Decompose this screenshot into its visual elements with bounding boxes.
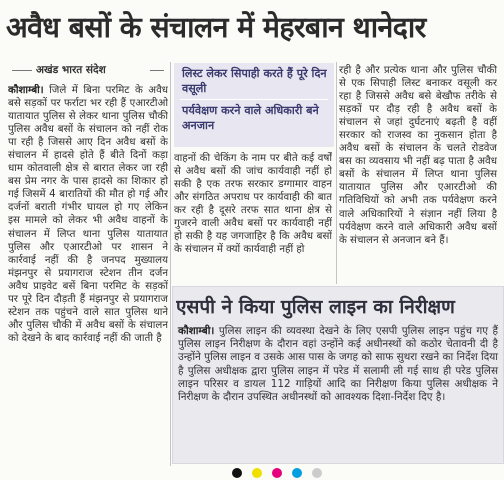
registration-strip xyxy=(0,465,504,480)
registration-mark-grey xyxy=(312,468,322,478)
byline-rule-left xyxy=(12,70,32,71)
article-column-2: वाहनों की चेकिंग के नाम पर बीते कई वर्षों से अवैध बसों की जांच कार्यवाही नहीं हो सकी है एक तरफ सरकार डग्गामार वाहन और संगठित अपराध पर कार्यवाही की बात कर रही है दूसरे तरफ सात थाना क्षेत्र से गुजरने वाली अवैध बसों पर कार्यवाही नहीं हो सकी है यह जगजाहिर है कि अवैध बसों के संचालन में क्यों कार्यवाही नहीं हो xyxy=(174,153,332,256)
registration-mark-yellow xyxy=(252,468,262,478)
highlight-box xyxy=(174,63,334,147)
byline-rule-right xyxy=(150,70,164,71)
byline: अखंड भारत संदेश xyxy=(36,64,106,76)
registration-mark-cyan xyxy=(292,468,302,478)
headline: अवैध बसों के संचालन में मेहरबान थानेदार xyxy=(6,10,426,44)
highlight-2: पर्यवेक्षण करने वाले अधिकारी बने अनजान xyxy=(182,104,319,132)
sp-dateline: कौशाम्बी। xyxy=(178,325,215,337)
sp-text: पुलिस लाइन की व्यवस्था देखने के लिए एसपी पुलिस लाइन पहुंच गए हैं पुलिस लाइन निरीक्षण के दौरान वहां उन्होंने कई अधीनस्थों को कठोर चेतावनी दी है उन्होंने पुलिस लाइन व उसके आस पास के जगह को साफ सुथरा रखने का निर्देश दिया है पुलिस अधीक्षक द्वारा पुलिस लाइन में परेड में सलामी ली गई साथ ही परेड पुलिस लाइन परिसर व डायल 112 गाड़ियों आदि का निरीक्षण किया पुलिस अधीक्षक ने निरीक्षण के दौरान उपस्थित अधीनस्थों को आवश्यक दिशा-निर्देश दिए है। xyxy=(178,325,498,404)
column1-text: जिले में बिना परमिट के अवैध बसे सड़कों पर फर्राटा भर रही हैं एआरटीओ यातायात पुलिस से लेकर थाना पुलिस चौकी पुलिस अवैध बसों के संचालन को नहीं रोक पा रही है जिससे आए दिन अवैध बसों के संचालन में हादसे होते हैं बीते दिनों कड़ा धाम कोतवाली क्षेत्र से बारात लेकर जा रही बस प्रेम नगर के पास हादसे का शिकार हो गई जिसमें 4 बारातियों की मौत हो गई और दर्जनों बराती गंभीर घायल हो गए लेकिन इस मामले को लेकर भी अवैध वाहनों के संचालन में लिप्त थाना पुलिस यातायात पुलिस और एआरटीओ पर शासन ने कार्रवाई नहीं की है जनपद मुख्यालय मंझनपुर से प्रयागराज स्टेशन तीन दर्जन अवैध प्राइवेट बसें बिना परमिट के सड़कों पर पूरे दिन दौड़ती हैं मंझनपुर से प्रयागराज स्टेशन तक पहुंचने वाले सात पुलिस थाने और पुलिस चौकी में अवैध बसों के संचालन को देखने के बाद कार्रवाई नहीं की जाती है xyxy=(8,85,168,344)
column-divider-1 xyxy=(170,62,171,466)
column1-dateline: कौशाम्बी। xyxy=(8,85,44,96)
sp-inspection-body xyxy=(178,325,498,404)
highlight-1: लिस्ट लेकर सिपाही करते हैं पूरे दिन वसूली xyxy=(182,67,327,95)
registration-mark-black xyxy=(232,468,242,478)
article-column-1 xyxy=(8,84,168,480)
column-divider-2 xyxy=(336,62,337,284)
article-column-3: रही है और प्रत्येक थाना और पुलिस चौकी से एक सिपाही लिस्ट बनाकर वसूली कर रहा है जिससे अवैध बसे बेखौफ तरीके से सड़कों पर दौड़ रही है अवैध बसों के संचालन से जहां दुर्घटनाएं बढ़ती है वहीं सरकार को राजस्व का नुकसान होता है अवैध बसों के संचालन के चलते रोडवेज बस का व्यवसाय भी नहीं बढ़ पाता है अवैध बसों के संचालन में लिप्त थाना पुलिस यातायात पुलिस और एआरटीओ की गतिविधियों को अभी तक पर्यवेक्षण करने वाले अधिकारियों ने संज्ञान नहीं लिया है पर्यवेक्षण करने वाले अधिकारी अवैध बसों के संचालन से अनजान बने हैं। xyxy=(339,65,497,246)
highlight-separator xyxy=(180,99,328,100)
registration-mark-magenta xyxy=(272,468,282,478)
sp-inspection-title: एसपी ने किया पुलिस लाइन का निरीक्षण xyxy=(176,296,455,318)
